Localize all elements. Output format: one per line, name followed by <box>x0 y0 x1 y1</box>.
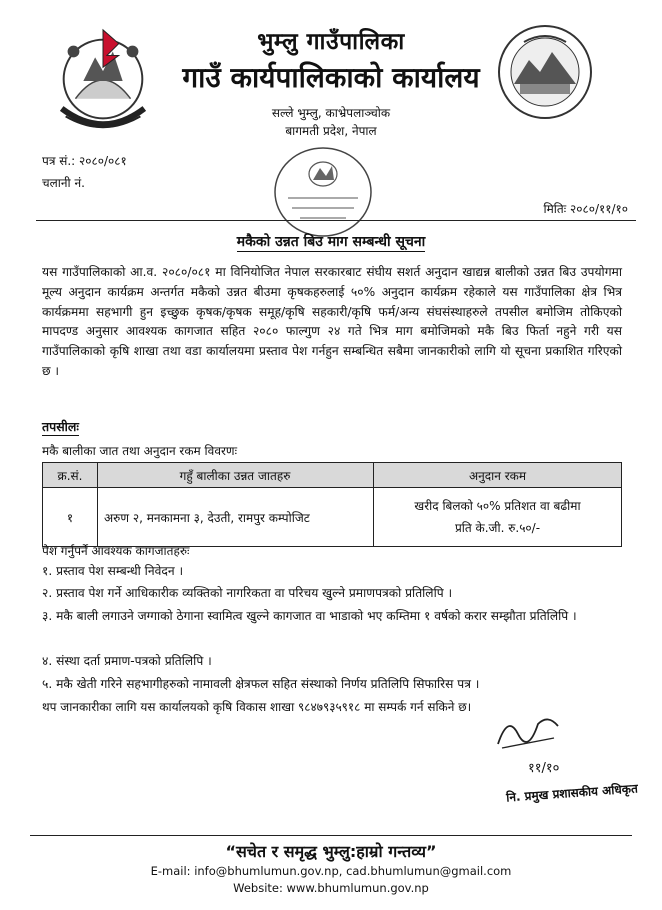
header-sn: क्र.सं. <box>43 463 98 488</box>
notice-body: यस गाउँपालिकाको आ.व. २०८०/०८१ मा विनियोजित नेपाल सरकारबाट संघीय सशर्त अनुदान खाद्यन्न बालीको उन्नत बिउ उपयोगमा मूल्य अनुदान कार्यक्रम अन्तर्गत मकैको उन्नत बीउमा कृषकहरुलाई ५०% अनुदान कार्यक्रम रहेकाले यस गाउँपालिका क्षेत्र भित्र कार्यक्रममा सहभागी हुन इच्छुक कृषक/कृषक समूह/कृषि सहकारी/कृषि फर्म/अन्य संघसंस्थाहरुले तपसील बमोजिम तोकिएको मापदण्ड अनुसार आवश्यक कागजात सहित २०८० फाल्गुण २४ गते भित्र माग बमोजिमको मकै बिउ फिर्ता नहुने गरी यस गाउँपालिकाको कृषि शाखा तथा वडा कार्यालयमा प्रस्ताव पेश गर्नहुन सम्बन्धित सबैमा जानकारीको लागि यो सूचना प्रकाशित गरिएको छ । <box>42 265 622 378</box>
office-name-line1: भुम्लु गाउँपालिका <box>257 29 405 55</box>
amount-line2: प्रति के.जी. रु.५०/- <box>454 521 541 535</box>
dispatch-number: चलानी नं. <box>42 176 85 190</box>
footer-slogan: “सचेत र समृद्ध भुम्लु:हाम्रो गन्तव्य” <box>225 842 437 861</box>
footer-divider <box>30 835 632 836</box>
details-heading: तपसीलः <box>42 419 79 434</box>
requirements-heading: पेश गर्नुपर्ने आवश्यक कागजातहरुः <box>42 544 190 558</box>
header-amount: अनुदान रकम <box>374 463 622 488</box>
table-row <box>43 488 622 547</box>
requirement-item: ५. मकै खेती गरिने सहभागीहरुको नामावली क्षेत्रफल सहित संस्थाको निर्णय प्रतिलिपि सिफारिस पत्र । <box>42 677 480 691</box>
row-sn: १ <box>43 488 98 547</box>
subsidy-table <box>42 462 622 547</box>
letter-date: मितिः २०८०/११/१० <box>543 202 628 216</box>
table-intro: मकै बालीका जात तथा अनुदान रकम विवरणः <box>42 444 238 458</box>
address-line2: बागमती प्रदेश, नेपाल <box>285 124 377 138</box>
row-amount <box>374 488 622 547</box>
requirement-item: ३. मकै बाली लगाउने जग्गाको ठेगाना स्वामित्व खुल्ने कागजात वा भाडाको भए कम्तिमा १ वर्षको करार सम्झौता प्रतिलिपि । <box>42 609 577 623</box>
signature-date: ११/१० <box>528 761 560 776</box>
contact-info: थप जानकारीका लागि यस कार्यालयको कृषि विकास शाखा ९८४७९३५९१८ मा सम्पर्क गर्न सकिने छ। <box>42 700 472 714</box>
footer-email: E-mail: info@bhumlumun.gov.np, cad.bhumlumun@gmail.com <box>150 864 512 878</box>
requirement-item: २. प्रस्ताव पेश गर्ने आधिकारीक व्यक्तिको नागरिकता वा परिचय खुल्ने प्रमाणपत्रको प्रतिलिपि । <box>42 586 453 600</box>
notice-title: मकैको उन्नत बिउ माग सम्बन्धी सूचना <box>236 234 426 250</box>
requirement-item: १. प्रस्ताव पेश सम्बन्धी निवेदन । <box>42 564 184 578</box>
office-stamp-icon <box>268 140 378 240</box>
row-varieties: अरुण २, मनकामना ३, देउती, रामपुर कम्पोजिट <box>98 488 374 547</box>
header-varieties: गहुँ बालीका उन्नत जातहरु <box>98 463 374 488</box>
footer-website: Website: www.bhumlumun.gov.np <box>233 881 429 895</box>
letter-number: पत्र सं.: २०८०/०८१ <box>42 154 127 168</box>
header-divider <box>36 220 636 221</box>
office-name-line2: गाउँ कार्यपालिकाको कार्यालय <box>182 61 480 94</box>
requirement-item: ४. संस्था दर्ता प्रमाण-पत्रको प्रतिलिपि । <box>42 654 212 668</box>
address-line1: सल्ले भुम्लु, काभ्रेपलाञ्चोक <box>271 106 391 120</box>
signatory-title: नि. प्रमुख प्रशासकीय अधिकृत <box>505 781 639 805</box>
amount-line1: खरीद बिलको ५०% प्रतिशत वा बढीमा <box>414 499 581 513</box>
table-header-row <box>43 463 622 488</box>
